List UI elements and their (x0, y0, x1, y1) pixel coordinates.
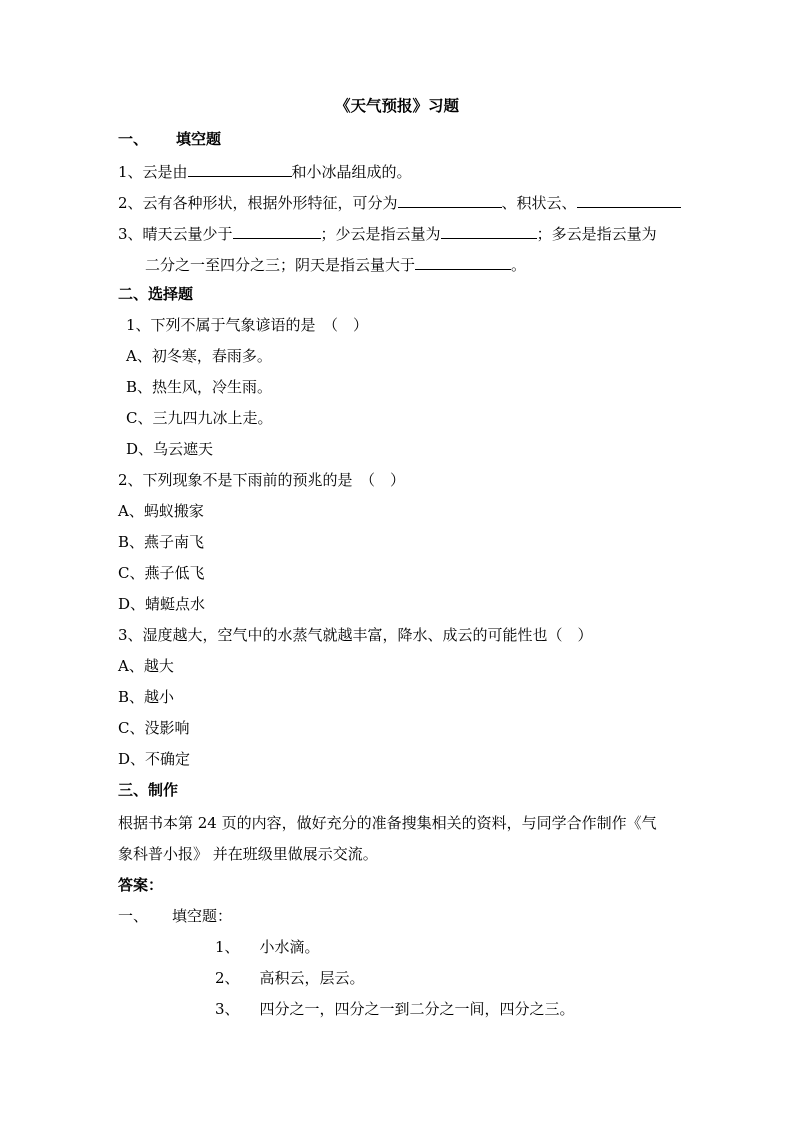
answers-heading: 答案： (118, 876, 164, 894)
fill-question-3-continued (145, 253, 526, 275)
fill-q2-blank-2 (577, 191, 681, 208)
fill-q1-blank (188, 160, 292, 177)
section-3-text-line-2: 象科普小报》 并在班级里做展示交流。 (118, 845, 378, 863)
answer-item (215, 937, 320, 957)
answer-item-text: 小水滴。 (259, 938, 320, 956)
fill-q2-text-before: 2、云有各种形状，根据外形特征，可分为 (118, 194, 398, 212)
fill-q3-cont-end: 。 (511, 256, 527, 274)
fill-question-3 (118, 222, 657, 244)
fill-q3-blank-3 (415, 253, 511, 270)
document-title: 《天气预报》习题 (334, 96, 459, 115)
choice-q3-option-b: B、越小 (118, 688, 175, 706)
choice-q3-option-a: A、越大 (118, 657, 174, 675)
answer-item-text: 高积云，层云。 (259, 969, 365, 987)
answer-item-number: 3、 (215, 1000, 240, 1018)
choice-q1-option-c: C、三九四九冰上走。 (126, 409, 273, 427)
answer-item-text: 四分之一，四分之一到二分之一间，四分之三。 (259, 1000, 575, 1018)
fill-question-1 (118, 160, 412, 182)
answers-subheading (118, 906, 232, 926)
section-2-heading: 二、选择题 (118, 285, 194, 303)
fill-q1-text-after: 和小冰晶组成的。 (291, 163, 412, 181)
fill-q3-blank-2 (441, 222, 537, 239)
answer-item (215, 999, 575, 1019)
section-3-text-line-1: 根据书本第 24 页的内容，做好充分的准备搜集相关的资料，与同学合作制作《气 (118, 814, 657, 832)
section-1-number: 一、 (118, 130, 149, 148)
fill-q3-text-before: 3、晴天云量少于 (118, 225, 233, 243)
section-1-heading (118, 129, 221, 149)
section-1-title: 填空题 (176, 130, 222, 148)
fill-question-2 (118, 191, 681, 213)
choice-q2-option-a: A、蚂蚁搬家 (118, 502, 204, 520)
choice-q2-option-d: D、蜻蜓点水 (118, 595, 206, 613)
answer-item (215, 968, 365, 988)
choice-q2-option-c: C、燕子低飞 (118, 564, 205, 582)
answers-sub-title: 填空题： (172, 907, 233, 925)
choice-question-3-stem: 3、湿度越大，空气中的水蒸气就越丰富，降水、成云的可能性也（ ） (118, 626, 593, 644)
choice-q1-option-d: D、乌云遮天 (126, 440, 214, 458)
choice-q2-option-b: B、燕子南飞 (118, 533, 205, 551)
answers-sub-number: 一、 (118, 907, 149, 925)
fill-q2-text-middle: 、积状云、 (501, 194, 577, 212)
fill-q3-cont-text: 二分之一至四分之三；阴天是指云量大于 (145, 256, 416, 274)
fill-q3-text-middle-1: ；少云是指云量为 (320, 225, 441, 243)
choice-q3-option-c: C、没影响 (118, 719, 190, 737)
fill-q2-blank-1 (398, 191, 502, 208)
answer-item-number: 1、 (215, 938, 240, 956)
choice-q1-option-b: B、热生风，冷生雨。 (126, 378, 273, 396)
answer-item-number: 2、 (215, 969, 240, 987)
choice-question-1-stem: 1、下列不属于气象谚语的是 （ ） (126, 316, 369, 334)
choice-question-2-stem: 2、下列现象不是下雨前的预兆的是 （ ） (118, 471, 406, 489)
choice-q1-option-a: A、初冬寒，春雨多。 (126, 347, 272, 365)
section-3-heading: 三、制作 (118, 781, 179, 799)
fill-q3-text-middle-2: ；多云是指云量为 (536, 225, 657, 243)
fill-q3-blank-1 (233, 222, 321, 239)
fill-q1-text-before: 1、云是由 (118, 163, 188, 181)
choice-q3-option-d: D、不确定 (118, 750, 191, 768)
